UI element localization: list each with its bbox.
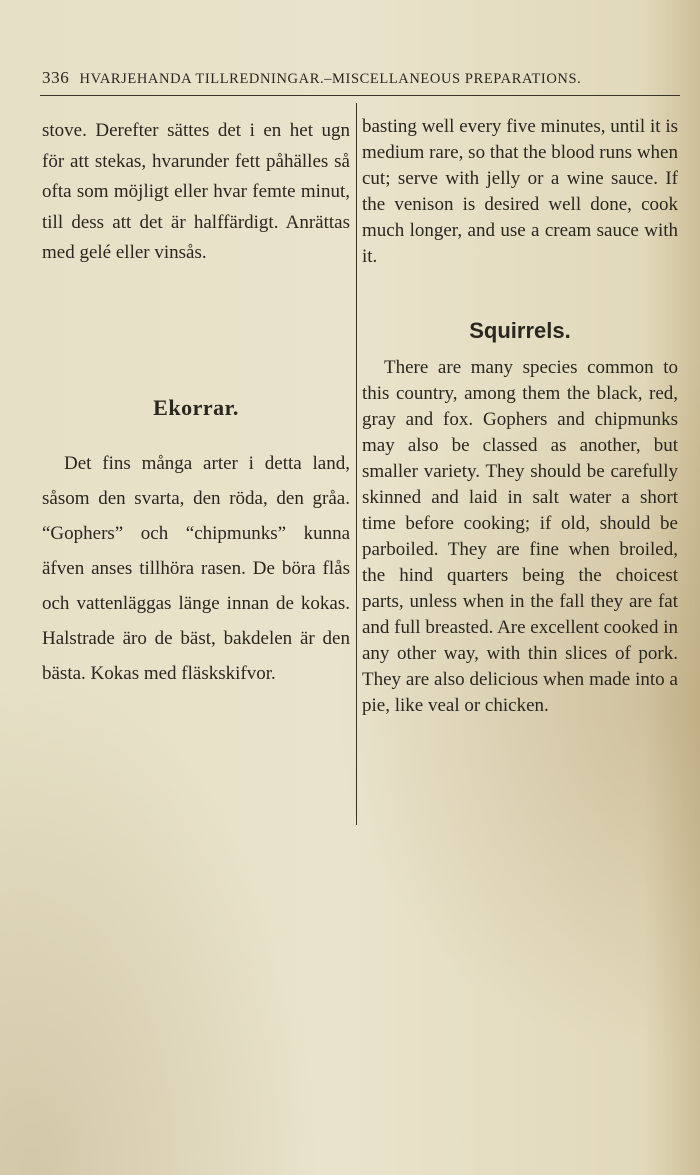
swedish-intro-text: stove. Derefter sättes det i en het ugn för att stekas, hvarunder fett påhälles så ofta som möjligt eller hvar femte minut, till dess att det är halffärdigt. Anrättas med gelé eller vinsås. bbox=[42, 120, 350, 263]
swedish-body-text: Det fins många arter i detta land, såsom den svarta, den röda, den gråa. “Gophers” och “chipmunks” kunna äfven anses tillhöra rasen. De böra flås och vattenläggas länge innan de kokas. Halstrade äro de bäst, bakdelen är den bästa. Kokas med fläskskifvor. bbox=[42, 453, 350, 684]
swedish-intro-paragraph bbox=[42, 116, 350, 269]
swedish-body-paragraph bbox=[42, 446, 350, 691]
english-intro-paragraph bbox=[362, 114, 678, 270]
english-section-heading: Squirrels. bbox=[469, 318, 571, 343]
running-title: HVARJEHANDA TILLREDNINGAR.–MISCELLANEOUS PREPARATIONS. bbox=[79, 71, 582, 87]
english-intro-text: basting well every five minutes, until it is medium rare, so that the blood runs when cut; serve with jelly or a wine sauce. If the venison is desired well done, cook much longer, and use a cream sauce with it. bbox=[362, 116, 678, 267]
running-header bbox=[42, 68, 682, 88]
header-rule bbox=[40, 95, 680, 96]
swedish-section-heading: Ekorrar. bbox=[153, 395, 239, 420]
english-body-text: There are many species common to this country, among them the black, red, gray and fox. Gophers and chipmunks may also be classed as another, but smaller variety. They should be carefully skinned and laid in salt water a short time before cooking; if old, should be parboiled. They are fine when broiled, the hind quarters being the choicest parts, unless when in the fall they are fat and full breasted. Are excellent cooked in any other way, with thin slices of pork. They are also delicious when made into a pie, like veal or chicken. bbox=[362, 357, 679, 716]
english-body-paragraph bbox=[362, 355, 678, 719]
column-divider bbox=[356, 103, 357, 825]
page-number: 336 bbox=[42, 68, 70, 87]
